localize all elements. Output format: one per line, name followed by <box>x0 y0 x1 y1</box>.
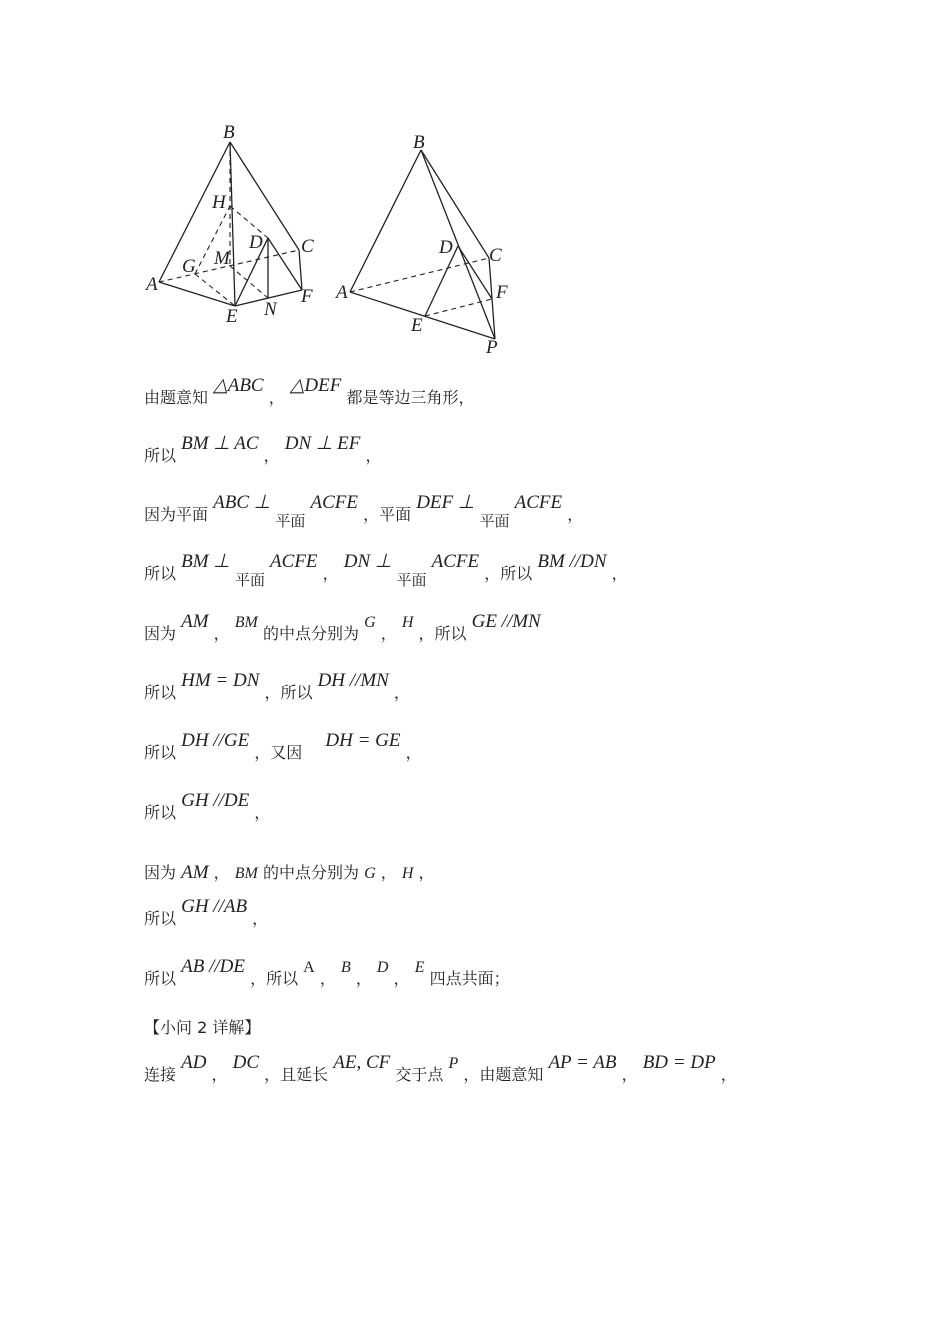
math-point-a: A <box>303 959 315 976</box>
label-G: G <box>182 256 196 277</box>
proof-line-7 <box>144 730 422 764</box>
edge-BE <box>230 142 235 306</box>
line-text: ，平面 <box>363 505 412 524</box>
separator: ， <box>355 969 372 988</box>
label-M: M <box>214 248 230 269</box>
label-F: F <box>496 282 508 303</box>
math-acfe: ACFE <box>310 492 358 513</box>
separator: ， <box>380 863 397 882</box>
proof-line-11 <box>144 956 510 990</box>
math-dn-perp: DN ⊥ <box>343 551 392 572</box>
math-point-p: P <box>448 1055 459 1072</box>
line-text: ， <box>720 1065 737 1084</box>
label-D: D <box>439 237 453 258</box>
math-am: AM <box>181 611 209 632</box>
math-ap-eq-ab: AP = AB <box>548 1052 617 1073</box>
math-triangle-def: △DEF <box>289 375 342 396</box>
line-text: 所以 <box>144 683 177 702</box>
separator: ， <box>393 969 410 988</box>
math-bm-perp: BM ⊥ <box>181 551 230 572</box>
math-ge-parallel-mn: GE //MN <box>471 611 541 632</box>
line-text: 所以 <box>144 969 177 988</box>
line-text: 交于点 <box>395 1065 444 1084</box>
geometry-figures <box>140 118 520 363</box>
plane-word: 平面 <box>275 512 306 530</box>
math-point-b: B <box>340 959 351 976</box>
label-C: C <box>301 236 314 257</box>
proof-line-9 <box>144 860 435 884</box>
math-bm: BM <box>234 865 258 882</box>
label-C: C <box>489 245 502 266</box>
edge-AE <box>159 282 235 306</box>
math-ab-parallel-de: AB //DE <box>181 956 245 977</box>
math-hm-eq-dn: HM = DN <box>181 670 260 691</box>
math-gh-parallel-ab: GH //AB <box>181 896 248 917</box>
math-dn-perp-ef: DN ⊥ EF <box>284 433 361 454</box>
line-text: ， <box>254 803 271 822</box>
proof-line-1 <box>144 375 475 409</box>
math-bm-parallel-dn: BM //DN <box>537 551 607 572</box>
math-acfe: ACFE <box>514 492 563 513</box>
label-E: E <box>411 315 423 336</box>
proof-line-8 <box>144 790 271 824</box>
plane-word: 平面 <box>396 571 427 589</box>
plane-word: 平面 <box>234 571 265 589</box>
line-text: 因为平面 <box>144 505 209 524</box>
label-B: B <box>413 132 425 153</box>
math-def-perp: DEF ⊥ <box>416 492 475 513</box>
left-pyramid-figure <box>144 122 314 327</box>
proof-line-6 <box>144 670 410 704</box>
line-text: ， <box>567 505 584 524</box>
label-B: B <box>223 122 235 143</box>
line-text: ， <box>418 863 435 882</box>
math-am: AM <box>181 862 209 883</box>
math-dh-parallel-mn: DH //MN <box>317 670 389 691</box>
label-H: H <box>212 192 226 213</box>
subquestion-2-heading: 【小问 2 详解】 <box>144 1018 261 1037</box>
math-bm: BM <box>234 614 258 631</box>
edge-BC <box>421 150 489 258</box>
line-text: 都是等边三角形， <box>346 388 475 407</box>
proof-line-10 <box>144 896 269 930</box>
right-pyramid-figure <box>334 132 508 358</box>
math-acfe: ACFE <box>270 551 318 572</box>
edge-EF <box>425 299 492 316</box>
proof-line-5 <box>144 611 541 645</box>
edge-BC <box>230 142 299 250</box>
line-text: ， <box>611 564 628 583</box>
math-bd-eq-dp: BD = DP <box>642 1052 716 1073</box>
math-triangle-abc: △ABC <box>213 375 264 396</box>
label-A: A <box>146 274 158 295</box>
separator: ， <box>213 624 230 643</box>
label-E: E <box>226 306 238 327</box>
edge-BA <box>350 150 421 292</box>
math-dh-eq-ge: DH = GE <box>325 730 401 751</box>
label-D: D <box>249 232 263 253</box>
edge-AC <box>350 258 489 292</box>
label-A: A <box>336 282 348 303</box>
line-text: 由题意知 <box>144 388 209 407</box>
line-text: 四点共面； <box>429 969 510 988</box>
edge-MN <box>230 266 268 298</box>
line-text: ，又因 <box>254 743 303 762</box>
math-g: G <box>364 865 376 882</box>
line-text: 所以 <box>144 743 177 762</box>
plane-word: 平面 <box>479 512 510 530</box>
math-gh-parallel-de: GH //DE <box>181 790 250 811</box>
separator: ， <box>380 624 397 643</box>
separator: ， <box>621 1065 638 1084</box>
line-text: ， <box>365 446 382 465</box>
line-text: ，所以 <box>264 683 313 702</box>
proof-line-3 <box>144 492 584 530</box>
separator: ， <box>268 388 285 407</box>
separator: ， <box>213 863 230 882</box>
math-abc-perp: ABC ⊥ <box>213 492 271 513</box>
line-text: ，且延长 <box>264 1065 329 1084</box>
proof-line-12 <box>144 1052 737 1086</box>
edge-BP <box>421 150 495 339</box>
math-ad: AD <box>181 1052 207 1073</box>
label-P: P <box>486 337 498 358</box>
proof-line-4 <box>144 551 628 589</box>
proof-line-2 <box>144 433 382 467</box>
line-text: 所以 <box>144 909 177 928</box>
line-text: ，所以 <box>484 564 533 583</box>
line-text: 所以 <box>144 564 177 583</box>
line-text: 的中点分别为 <box>262 863 359 882</box>
math-acfe: ACFE <box>431 551 480 572</box>
separator: ， <box>322 564 339 583</box>
line-text: ，由题意知 <box>463 1065 544 1084</box>
separator: ， <box>263 446 280 465</box>
math-dh-parallel-ge: DH //GE <box>181 730 250 751</box>
math-g: G <box>364 614 376 631</box>
label-N: N <box>264 299 277 320</box>
line-text: 所以 <box>144 446 177 465</box>
line-text: ， <box>405 743 422 762</box>
line-text: 的中点分别为 <box>262 624 359 643</box>
line-text: 连接 <box>144 1065 177 1084</box>
math-point-d: D <box>376 959 389 976</box>
math-h: H <box>401 614 414 631</box>
line-text: ，所以 <box>250 969 299 988</box>
separator: ， <box>319 969 336 988</box>
section-heading <box>144 1015 260 1038</box>
math-dc: DC <box>232 1052 260 1073</box>
line-text: 因为 <box>144 624 177 643</box>
math-ae-cf: AE, CF <box>333 1052 391 1073</box>
edge-GE <box>195 274 235 306</box>
line-text: 因为 <box>144 863 177 882</box>
line-text: 所以 <box>144 803 177 822</box>
label-F: F <box>301 286 313 307</box>
line-text: ， <box>252 909 269 928</box>
math-point-e: E <box>414 959 425 976</box>
line-text: ，所以 <box>418 624 467 643</box>
math-bm-perp-ac: BM ⊥ AC <box>181 433 259 454</box>
math-h: H <box>401 865 414 882</box>
separator: ， <box>211 1065 228 1084</box>
line-text: ， <box>393 683 410 702</box>
